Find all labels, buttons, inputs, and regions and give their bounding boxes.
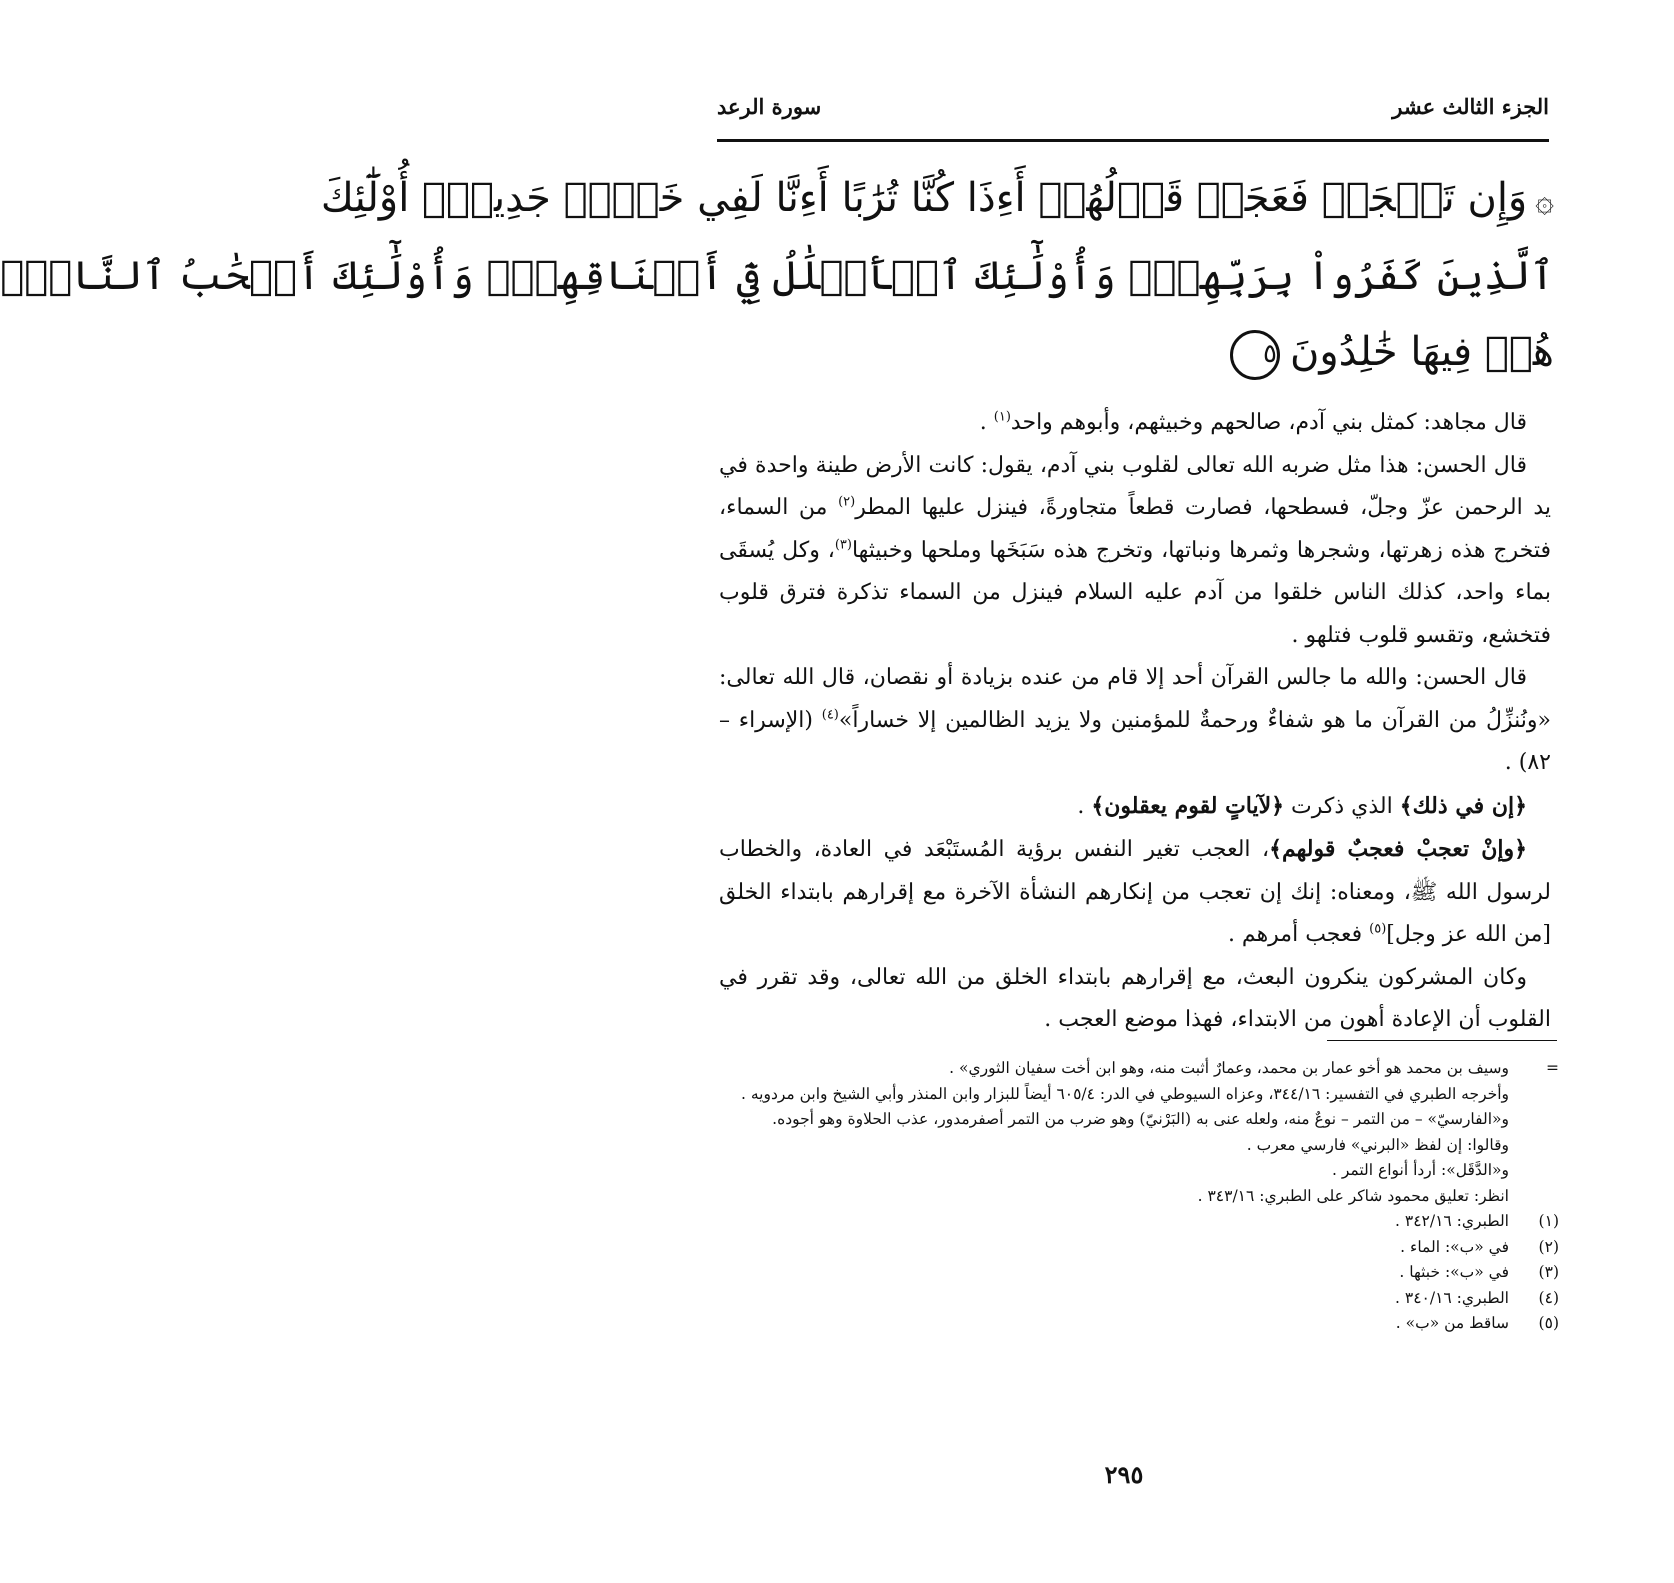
footnote-continuation-row [717,1184,1559,1210]
quran-verse-block [0,160,1554,400]
footnote-3 [717,1260,1559,1286]
footnote-mark [1509,1133,1559,1159]
footnote-mark [1509,1107,1559,1133]
footnote-text: و«الدَّقَل»: أردأ أنواع التمر . [1331,1161,1509,1179]
footnote-number: (٤) [1538,1288,1559,1307]
quran-quote: ﴿وإنْ تعجبْ فعجبٌ قولهم﴾ [1269,836,1527,862]
paragraph-ayat [719,785,1551,829]
quran-quote: ﴿إن في ذلك﴾ [1399,792,1527,819]
footnote-text: ساقط من «ب» . [1395,1314,1509,1332]
footnote-number: (٥) [1538,1314,1559,1332]
verse-line-2: ٱلَّذِينَ كَفَرُواْ بِرَبِّهِمۡۖ وَأُوْلَٰٓئِكَ ٱلۡأَغۡلَٰلُ فِيٓ أَعۡنَاقِهِمۡۖ وَأُوْلَٰٓئِكَ أَصۡحَٰبُ ٱلنَّارِۖ [0,253,1554,299]
commentary-text [719,402,1551,1042]
footnote-text: انظر: تعليق محمود شاكر على الطبري: ٣٤٣/١٦ . [1197,1186,1509,1205]
footnote-2 [717,1235,1559,1261]
paragraph-hasan-1 [719,445,1551,658]
paragraph-text: . [1077,793,1092,819]
header-part-title: الجزء الثالث عشر [1392,93,1549,119]
running-header [717,86,1549,126]
footnote-ref: (٤) [821,707,839,723]
footnote-ref: (٣) [834,537,852,553]
footnotes [717,1056,1559,1337]
paragraph-text: (الإسراء – ٨٢) . [719,707,1551,775]
verse-line-1-text: وَإِن تَعۡجَبۡ فَعَجَبٞ قَوۡلُهُمۡ أَءِذَا كُنَّا تُرَٰبًا أَءِنَّا لَفِي خَلۡقٖ جَدِيدٍۗ أُوْلَٰٓئِكَ [320,175,1528,221]
footnote-continuation-row [717,1056,1559,1082]
footnote-continuation-row [717,1107,1559,1133]
verse-number-badge: ٥ [1230,330,1280,380]
footnote-mark [1509,1184,1559,1210]
paragraph-mushrikun: وكان المشركون ينكرون البعث، مع إقرارهم بابتداء الخلق من الله تعالى، وقد تقرر في القلوب أن الإعادة أهون من الابتداء، فهذا موضع العجب . [719,964,1551,1032]
footnote-mark [1509,1082,1559,1108]
footnote-text: الطبري: ٣٤٢/١٦ . [1395,1212,1509,1230]
quran-quote: ﴿لآياتٍ لقوم يعقلون﴾ [1091,792,1285,819]
footnote-text: وأخرجه الطبري في التفسير: ٣٤٤/١٦، وعزاه السيوطي في الدر: ٦٠٥/٤ أيضاً للبزار وابن المنذر وأبي الشيخ وابن مردويه . [740,1084,1509,1103]
paragraph-text: . [979,410,994,435]
paragraph-text: قال الحسن: والله ما جالس القرآن أحد إلا قام من عنده بزيادة أو نقصان، قال الله تعالى: «ونُنزِّلُ من القرآن ما هو شفاءٌ ورحمةٌ للمؤمنين ولا يزيد الظالمين إلا خساراً» [719,665,1551,733]
header-surah-title: سورة الرعد [717,93,822,119]
footnote-4 [717,1286,1559,1312]
paragraph-ajab [719,828,1551,957]
footnote-text: في «ب»: خبثها . [1399,1263,1509,1281]
verse-line-3 [709,314,1554,390]
footnote-ref: (٢) [838,494,856,510]
paragraph-text: من السماء، فتخرج هذه زهرتها، وشجرها وثمرها ونباتها، وتخرج هذه سَبَخَها وملحها وخبيثها [719,495,1551,563]
paragraph-mujahid [719,402,1551,445]
paragraph-text: الذي ذكرت [1284,793,1400,819]
paragraph-text: قال مجاهد: كمثل بني آدم، صالحهم وخبيثهم، وأبوهم واحد [1010,410,1527,435]
footnote-ref: (٥) [1369,921,1387,937]
footnote-ref: (١) [993,409,1011,425]
footnote-text: وسيف بن محمد هو أخو عمار بن محمد، وعمارٌ أثبت منه، وهو ابن أخت سفيان الثوري» . [949,1059,1509,1077]
footnote-text: الطبري: ٣٤٠/١٦ . [1395,1288,1509,1307]
footnote-text: و«الفارسيّ» – من التمر – نوعٌ منه، ولعله عنى به (البَرْنيّ) وهو ضرب من التمر أصفرمدور، عذب الحلاوة وهو أجوده. [772,1110,1509,1128]
footnote-mark [1509,1158,1559,1184]
footnote-number: (٣) [1538,1263,1559,1281]
footnote-continuation-row [717,1158,1559,1184]
footnote-text: في «ب»: الماء . [1400,1237,1509,1256]
footnote-5 [717,1311,1559,1337]
footnote-mark: = [1546,1059,1559,1077]
footnote-continuation-row [717,1133,1559,1159]
footnote-number: (٢) [1538,1237,1559,1256]
footnote-text: وقالوا: إن لفظ «البرني» فارسي معرب . [1246,1135,1509,1154]
paragraph-text: ، وكل يُسقَى بماء واحد، كذلك الناس خلقوا من آدم عليه السلام فينزل من السماء تذكرة فترق قلوب فتخشع، وتقسو قلوب فتلهو . [719,537,1551,648]
paragraph-text: قال الحسن: هذا مثل ضربه الله تعالى لقلوب بني آدم، يقول: كانت الأرض طينة واحدة في يد الرحمن عزّ وجلّ، فسطحها، فصارت قطعاً متجاورةً، فينزل عليها المطر [719,452,1552,520]
hizb-marker-icon: ۞ [1535,181,1554,219]
footnote-divider [1327,1040,1557,1041]
footnote-continuation-row [717,1082,1559,1108]
footnote-1 [717,1209,1559,1235]
header-divider [717,139,1549,142]
paragraph-text: ، العجب تغير النفس برؤية المُستَبْعَد في العادة، والخطاب لرسول الله ﷺ، ومعناه: إنك إن تعجب من إنكارهم النشأة الآخرة مع إقرارهم بابتداء الخلق [من الله عز وجل] [719,837,1551,947]
verse-line-1 [320,160,1554,238]
paragraph-text: فعجب أمرهم . [1227,922,1370,947]
verse-line-3-text: هُمۡ فِيهَا خَٰلِدُونَ [1289,329,1554,375]
paragraph-hasan-2 [719,657,1551,785]
footnote-number: (١) [1538,1212,1559,1230]
page-number: ٢٩٥ [1104,1460,1144,1489]
